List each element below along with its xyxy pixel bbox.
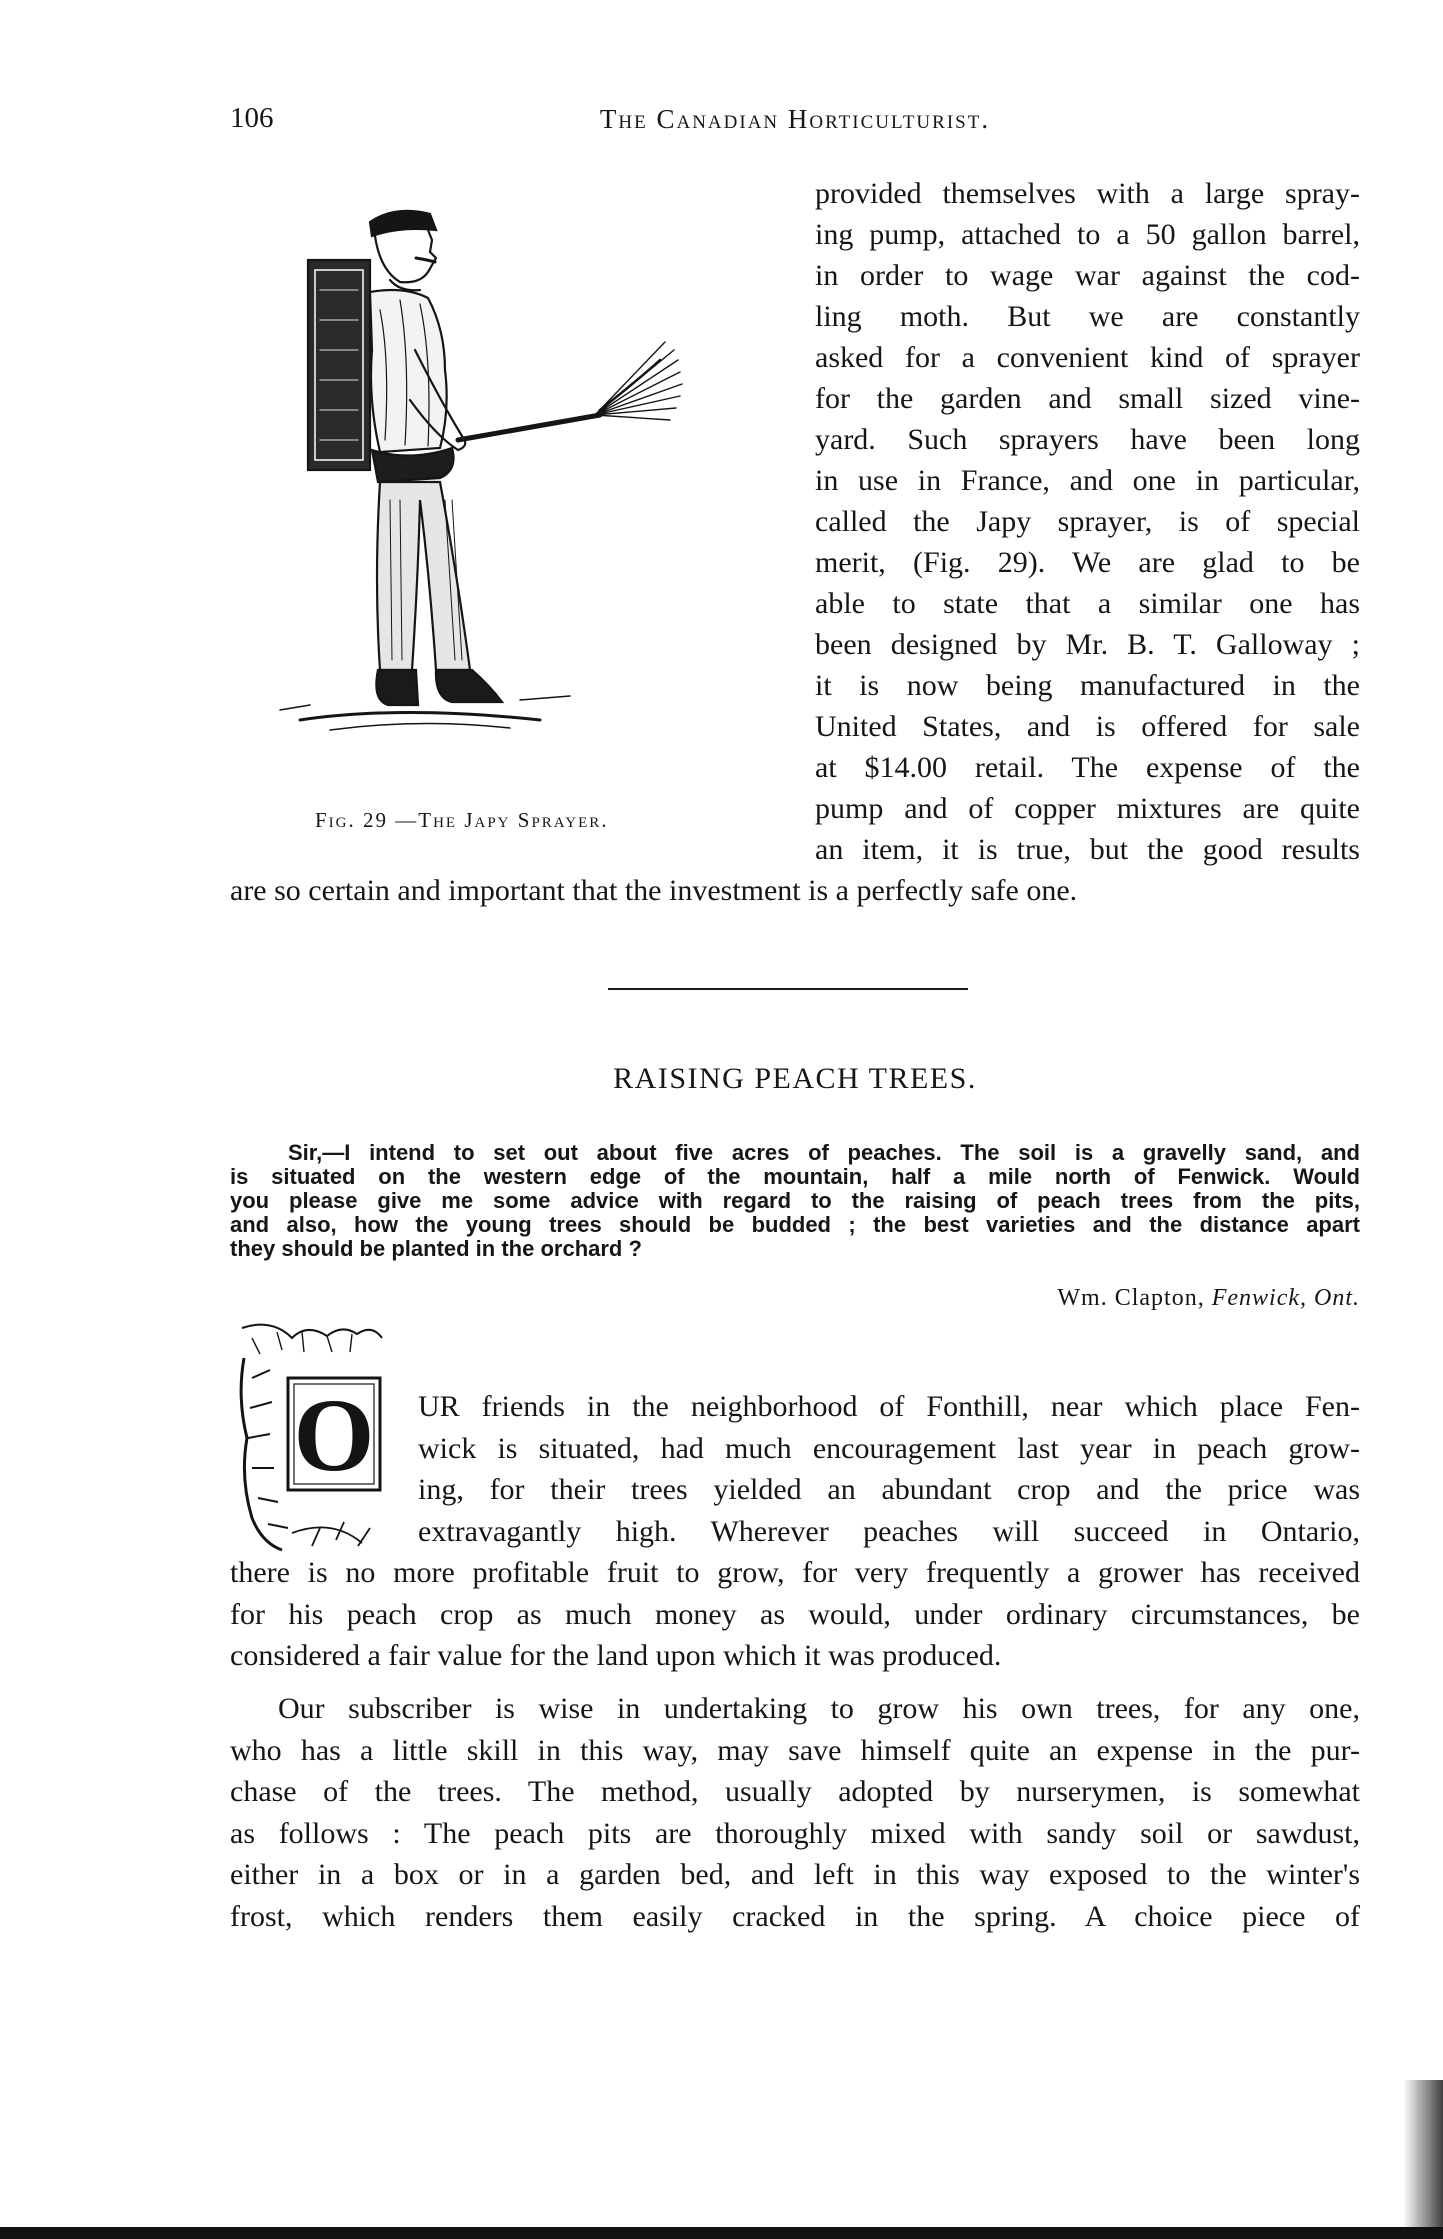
paragraph-2 bbox=[230, 1688, 1360, 1937]
text-line: in order to wage war against the cod- bbox=[815, 259, 1360, 292]
text-line: United States, and is offered for sale bbox=[815, 710, 1360, 743]
text-line: for the garden and small sized vine- bbox=[815, 382, 1360, 415]
section-title: RAISING PEACH TREES. bbox=[613, 1062, 977, 1095]
text-line: pump and of copper mixtures are quite bbox=[815, 792, 1360, 825]
signature-place: Fenwick, Ont. bbox=[1211, 1285, 1360, 1311]
letter-line: and also, how the young trees should be budded ; the best varieties and the distance apart bbox=[230, 1212, 1360, 1237]
scan-bottom-edge bbox=[0, 2227, 1443, 2239]
text-line: as follows : The peach pits are thoroughly mixed with sandy soil or sawdust, bbox=[230, 1816, 1360, 1850]
text-line: provided themselves with a large spray- bbox=[815, 177, 1360, 210]
text-line: been designed by Mr. B. T. Galloway ; bbox=[815, 628, 1360, 661]
text-line: merit, (Fig. 29). We are glad to be bbox=[815, 546, 1360, 579]
letter-signature bbox=[1057, 1285, 1360, 1312]
text-line: at $14.00 retail. The expense of the bbox=[815, 751, 1360, 784]
text-line: wick is situated, had much encouragement last year in peach grow- bbox=[418, 1431, 1360, 1465]
man-with-backpack-sprayer-illustration bbox=[240, 200, 800, 780]
text-line: asked for a convenient kind of sprayer bbox=[815, 341, 1360, 374]
ornamental-drop-cap-icon bbox=[232, 1318, 412, 1558]
article1-closing-line: are so certain and important that the investment is a perfectly safe one. bbox=[230, 874, 1078, 907]
text-line: ing pump, attached to a 50 gallon barrel, bbox=[815, 218, 1360, 251]
text-line: who has a little skill in this way, may save himself quite an expense in the pur- bbox=[230, 1733, 1360, 1767]
section-divider bbox=[608, 988, 968, 990]
japy-sprayer-figure bbox=[240, 200, 800, 780]
letter-line: is situated on the western edge of the mountain, half a mile north of Fenwick. Would bbox=[230, 1164, 1360, 1189]
text-line: yard. Such sprayers have been long bbox=[815, 423, 1360, 456]
text-line: for his peach crop as much money as would, under ordinary circumstances, be bbox=[230, 1597, 1360, 1631]
figure-caption: Fig. 29 —The Japy Sprayer. bbox=[315, 808, 609, 832]
article1-column bbox=[815, 173, 1360, 870]
text-line: able to state that a similar one has bbox=[815, 587, 1360, 620]
signature-name: Wm. Clapton, bbox=[1057, 1285, 1205, 1311]
drop-cap-letter: O bbox=[293, 1378, 375, 1493]
text-line: frost, which renders them easily cracked in the spring. A choice piece of bbox=[230, 1899, 1360, 1933]
text-line: in use in France, and one in particular, bbox=[815, 464, 1360, 497]
text-line: ing, for their trees yielded an abundant crop and the price was bbox=[418, 1473, 1360, 1506]
page-header bbox=[230, 102, 1360, 142]
text-line: an item, it is true, but the good results bbox=[815, 833, 1360, 866]
page-edge-shadow bbox=[1403, 2080, 1443, 2230]
letter-line: you please give me some advice with regard to the raising of peach trees from the pits, bbox=[230, 1188, 1360, 1213]
text-line: either in a box or in a garden bed, and left in this way exposed to the winter's bbox=[230, 1858, 1360, 1891]
page-number: 106 bbox=[230, 102, 274, 134]
running-head: The Canadian Horticulturist. bbox=[599, 104, 991, 134]
text-line: there is no more profitable fruit to grow, for very frequently a grower has received bbox=[230, 1556, 1360, 1589]
text-line: UR friends in the neighborhood of Fonthill, near which place Fen- bbox=[418, 1390, 1360, 1423]
text-line: it is now being manufactured in the bbox=[815, 669, 1360, 702]
paragraph-1-indented bbox=[418, 1386, 1360, 1552]
letter-line: they should be planted in the orchard ? bbox=[230, 1236, 642, 1261]
text-line: considered a fair value for the land upon which it was produced. bbox=[230, 1639, 1002, 1672]
paragraph-1 bbox=[230, 1552, 1360, 1677]
text-line: ling moth. But we are constantly bbox=[815, 300, 1360, 333]
reader-letter bbox=[230, 1141, 1360, 1261]
text-line: Our subscriber is wise in undertaking to grow his own trees, for any one, bbox=[278, 1692, 1360, 1725]
text-line: extravagantly high. Wherever peaches will succeed in Ontario, bbox=[418, 1514, 1360, 1548]
text-line: called the Japy sprayer, is of special bbox=[815, 505, 1360, 538]
letter-line: Sir,—I intend to set out about five acres of peaches. The soil is a gravelly sand, and bbox=[288, 1140, 1360, 1165]
text-line: chase of the trees. The method, usually adopted by nurserymen, is somewhat bbox=[230, 1775, 1360, 1808]
